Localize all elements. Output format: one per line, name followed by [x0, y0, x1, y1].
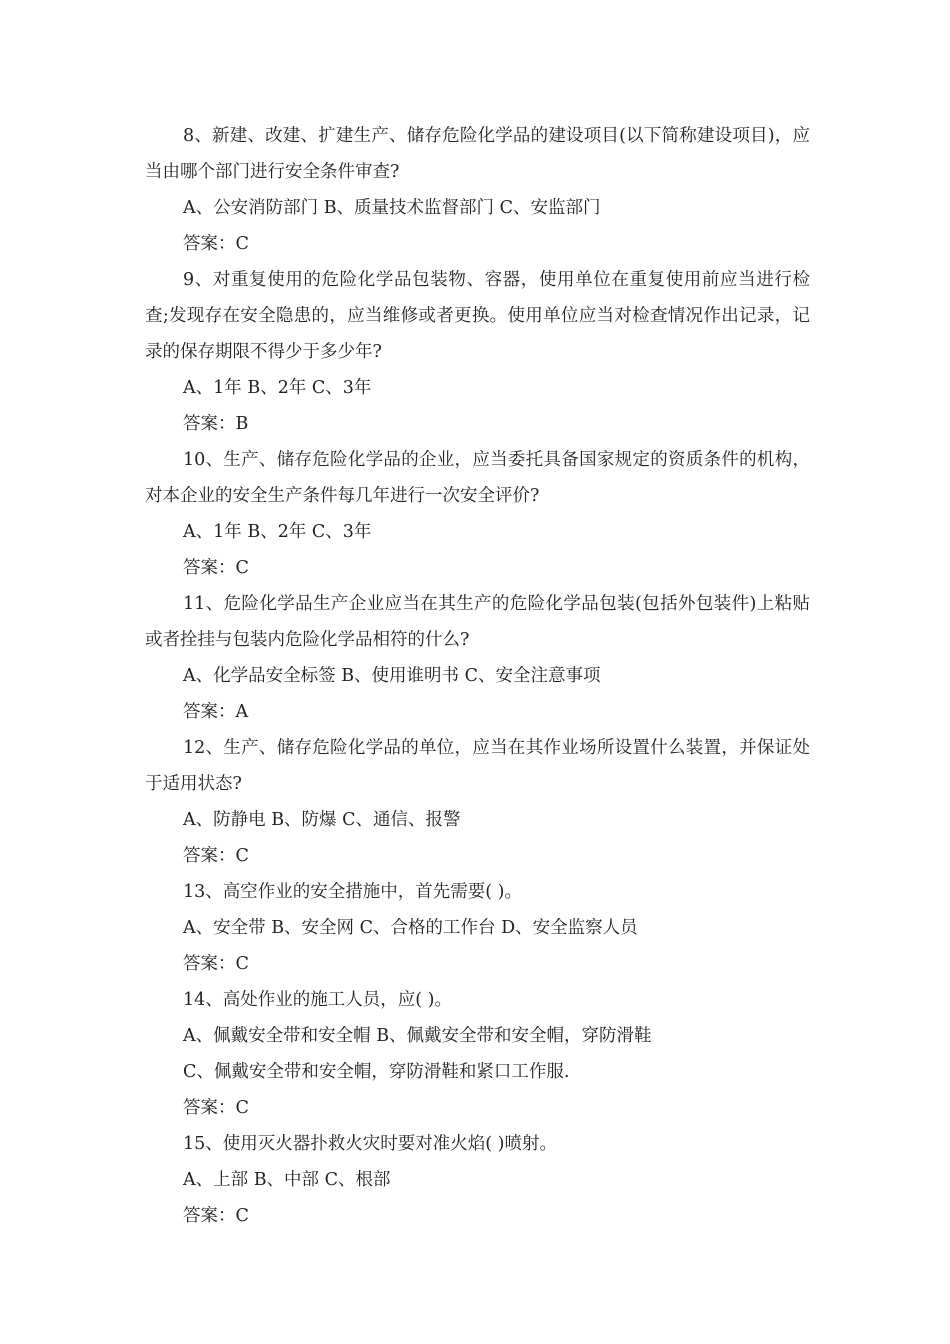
question-text: 9、对重复使用的危险化学品包装物、容器，使用单位在重复使用前应当进行检查;发现存在安全隐患的，应当维修或者更换。使用单位应当对检查情况作出记录，记录的保存期限不得少于多少年? — [145, 270, 810, 362]
question-block — [145, 262, 810, 442]
answer-options: A、上部 B、中部 C、根部 — [183, 1170, 391, 1190]
answer-key: 答案：B — [183, 414, 249, 434]
answer-options: A、安全带 B、安全网 C、合格的工作台 D、安全监察人员 — [183, 918, 638, 938]
answer-options: A、化学品安全标签 B、使用谁明书 C、安全注意事项 — [183, 666, 601, 686]
question-block — [145, 586, 810, 730]
question-block — [145, 874, 810, 982]
question-text: 11、危险化学品生产企业应当在其生产的危险化学品包装(包括外包装件)上粘贴或者拴挂与包装内危险化学品相符的什么? — [145, 594, 810, 650]
question-text: 10、生产、储存危险化学品的企业，应当委托具备国家规定的资质条件的机构，对本企业的安全生产条件每几年进行一次安全评价? — [145, 450, 810, 506]
question-block — [145, 982, 810, 1126]
answer-key: 答案：C — [183, 558, 249, 578]
answer-key: 答案：C — [183, 234, 249, 254]
question-text: 13、高空作业的安全措施中，首先需要( )。 — [183, 882, 522, 902]
answer-options: A、佩戴安全带和安全帽 B、佩戴安全带和安全帽，穿防滑鞋 — [183, 1026, 652, 1046]
answer-key: 答案：C — [183, 1206, 249, 1226]
answer-key: 答案：C — [183, 1098, 249, 1118]
question-text: 12、生产、储存危险化学品的单位，应当在其作业场所设置什么装置，并保证处于适用状态? — [145, 738, 810, 794]
answer-key: 答案：C — [183, 954, 249, 974]
question-list — [145, 118, 810, 1234]
question-block — [145, 442, 810, 586]
question-block — [145, 730, 810, 874]
answer-options: C、佩戴安全带和安全帽，穿防滑鞋和紧口工作服. — [183, 1062, 570, 1082]
question-text: 14、高处作业的施工人员，应( )。 — [183, 990, 452, 1010]
answer-key: 答案：A — [183, 702, 249, 722]
question-block — [145, 1126, 810, 1234]
question-text: 15、使用灭火器扑救火灾时要对准火焰( )喷射。 — [183, 1134, 557, 1154]
question-block — [145, 118, 810, 262]
answer-options: A、公安消防部门 B、质量技术监督部门 C、安监部门 — [183, 198, 601, 218]
answer-options: A、1年 B、2年 C、3年 — [183, 522, 372, 542]
answer-options: A、防静电 B、防爆 C、通信、报警 — [183, 810, 461, 830]
question-text: 8、新建、改建、扩建生产、储存危险化学品的建设项目(以下简称建设项目)，应当由哪个部门进行安全条件审查? — [145, 126, 810, 182]
answer-options: A、1年 B、2年 C、3年 — [183, 378, 372, 398]
answer-key: 答案：C — [183, 846, 249, 866]
